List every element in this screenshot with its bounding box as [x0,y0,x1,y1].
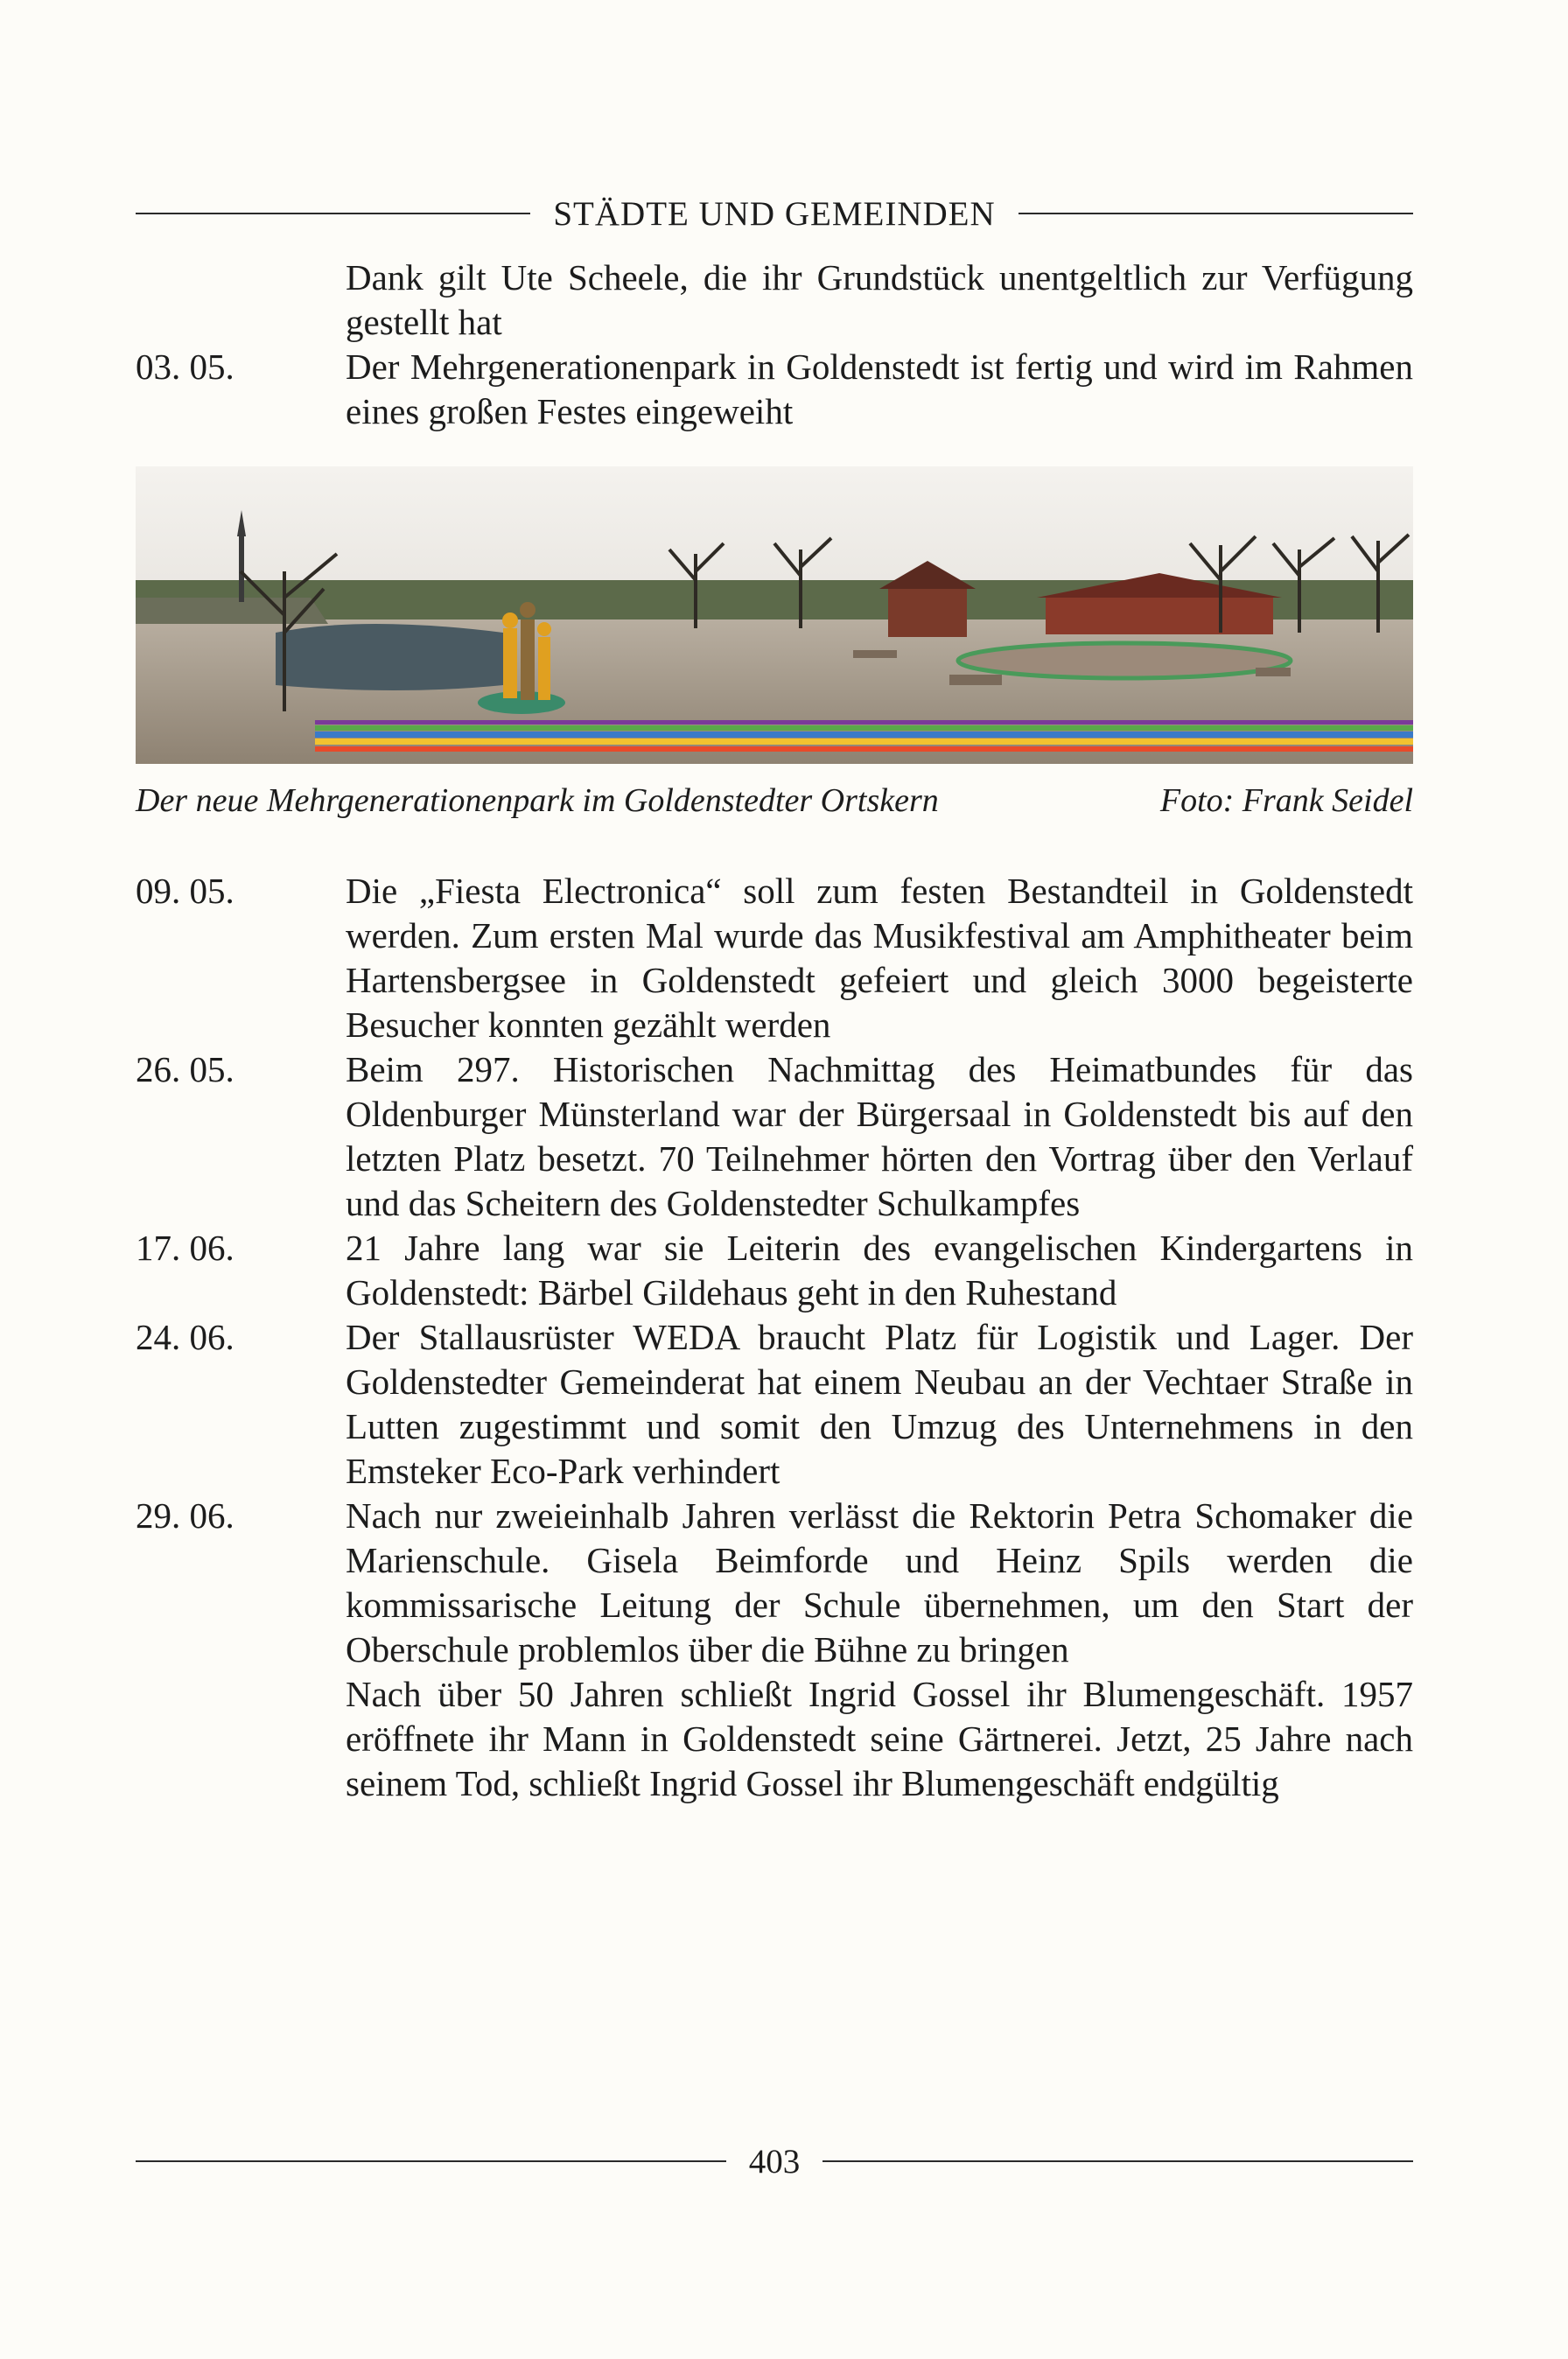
running-header [136,191,1413,236]
photo-caption [136,781,1413,820]
entry-date: 29. 06. [136,1495,234,1536]
entry-date: 26. 05. [136,1049,234,1089]
chronicle-entry [136,869,1413,1047]
photo-credit: Foto: Frank Seidel [1159,782,1413,819]
entry-text: Der Stallausrüster WEDA braucht Platz für Logistik und Lager. Der Goldenstedter Gemeinderat hat einem Neubau an der Vechtaer Straße in Lutten zugestimmt und somit den Umzug des Unternehmens in den Emsteker Eco-Park verhindert [346,1317,1413,1491]
park-panorama-photo [136,466,1413,764]
entry-text: Dank gilt Ute Scheele, die ihr Grundstück unentgeltlich zur Verfügung gestellt hat [346,257,1413,342]
entry-date: 09. 05. [136,871,234,911]
entry-text: Der Mehrgenerationenpark in Goldenstedt ist fertig und wird im Rahmen eines großen Festes eingeweiht [346,346,1413,431]
page-footer [136,2138,1413,2184]
entry-text: Beim 297. Historischen Nachmittag des Heimatbundes für das Oldenburger Münsterland war der Bürgersaal in Goldenstedt bis auf den letzten Platz besetzt. 70 Teilnehmer hörten den Vortrag über den Verlauf und das Scheitern des Goldenstedter Schulkampfes [346,1049,1413,1223]
chronicle-entry [136,256,1413,345]
chronicle-entry [136,1226,1413,1315]
caption-text: Der neue Mehrgenerationenpark im Goldenstedter Ortskern [136,782,939,819]
chronicle-entry [136,1672,1413,1806]
panorama-illustration [136,466,1413,764]
entry-text: 21 Jahre lang war sie Leiterin des evangelischen Kindergartens in Goldenstedt: Bärbel Gildehaus geht in den Ruhestand [346,1228,1413,1312]
header-rule-left [136,213,530,214]
chronicle-entries-top [136,256,1413,434]
entry-date: 03. 05. [136,346,234,387]
page-number: 403 [748,2142,801,2180]
entry-text: Nach über 50 Jahren schließt Ingrid Gossel ihr Blumengeschäft. 1957 eröffnete ihr Mann in Goldenstedt seine Gärtnerei. Jetzt, 25 Jahre nach seinem Tod, schließt Ingrid Gossel ihr Blumengeschäft endgültig [346,1674,1413,1803]
header-title: STÄDTE UND GEMEINDEN [553,194,996,233]
footer-rule-right [822,2160,1413,2162]
entry-text: Nach nur zweieinhalb Jahren verlässt die Rektorin Petra Schomaker die Marienschule. Gisela Beimforde und Heinz Spils werden die kommissarische Leitung der Schule übernehmen, um den Start der Oberschule problemlos über die Bühne zu bringen [346,1495,1413,1670]
entry-date [136,1672,346,1806]
chronicle-entry [136,1047,1413,1226]
header-rule-right [1018,213,1413,214]
chronicle-entry [136,1315,1413,1494]
entry-date: 24. 06. [136,1317,234,1357]
entry-date: 17. 06. [136,1228,234,1268]
footer-rule-left [136,2160,726,2162]
entry-text: Die „Fiesta Electronica“ soll zum festen Bestandteil in Goldenstedt werden. Zum ersten Mal wurde das Musikfestival am Amphitheater beim Hartensbergsee in Goldenstedt gefeiert und gleich 3000 begeisterte Besucher konnten gezählt werden [346,871,1413,1045]
chronicle-entry [136,1494,1413,1672]
entry-date [136,256,346,345]
chronicle-entry [136,345,1413,434]
chronicle-entries-bottom [136,869,1413,1806]
